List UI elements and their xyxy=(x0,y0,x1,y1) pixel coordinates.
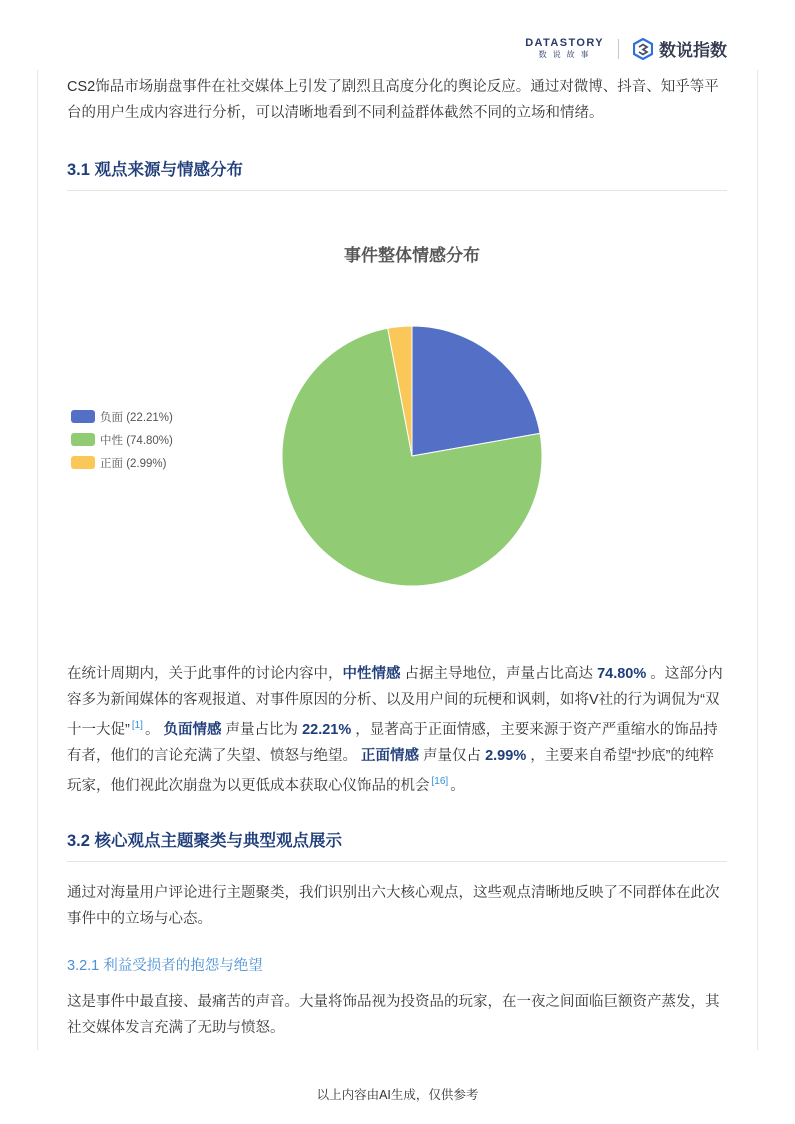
highlight-negative: 负面情感 xyxy=(163,721,222,738)
datastory-logo-subtext: 数说故事 xyxy=(538,50,595,59)
analysis-paragraph xyxy=(67,661,727,799)
citation-link-1[interactable]: [1] xyxy=(131,720,143,731)
intro-paragraph: CS2饰品市场崩盘事件在社交媒体上引发了剧烈且高度分化的舆论反应。通过对微博、抖音、知乎等平台的用户生成内容进行分析，可以清晰地看到不同利益群体截然不同的立场和情绪。 xyxy=(67,79,719,121)
analysis-text-2: 占据主导地位，声量占比高达 xyxy=(400,666,598,682)
chart-legend xyxy=(71,405,173,474)
article-content xyxy=(67,74,727,1041)
sentiment-pie-chart xyxy=(67,191,727,661)
brand-logo-text: 数说指数 xyxy=(659,41,727,60)
section-3-2-1-heading: 3.2.1 利益受损者的抱怨与绝望 xyxy=(67,957,263,974)
analysis-text-8: ，主要来自希望“抄底”的纯粹玩家，他们视此次崩盘为以更低成本获取心仪饰品的机会 xyxy=(67,747,714,794)
legend-item-1[interactable] xyxy=(71,428,173,451)
analysis-text-1: 在统计周期内，关于此事件的讨论内容中， xyxy=(67,666,343,682)
legend-swatch-2 xyxy=(71,456,95,469)
highlight-neutral: 中性情感 xyxy=(342,666,401,682)
logo-divider xyxy=(618,39,619,59)
analysis-text-7: 声量仅占 xyxy=(419,747,486,764)
legend-swatch-0 xyxy=(71,410,95,423)
section-3-2-1-paragraph: 这是事件中最直接、最痛苦的声音。大量将饰品视为投资品的玩家，在一夜之间面临巨额资产蒸发，其社交媒体发言充满了无助与愤怒。 xyxy=(67,993,720,1036)
citation-link-16[interactable]: [16] xyxy=(431,775,449,787)
value-positive: 2.99% xyxy=(485,747,527,764)
value-negative: 22.21% xyxy=(302,721,352,738)
section-3-2-heading: 3.2 核心观点主题聚类与典型观点展示 xyxy=(67,827,727,862)
legend-label-0: 负面 (22.21%) xyxy=(100,411,173,424)
datastory-logo xyxy=(525,38,604,59)
section-3-1-heading: 3.1 观点来源与情感分布 xyxy=(67,156,727,191)
legend-label-1: 中性 (74.80%) xyxy=(100,434,173,447)
analysis-text-6: ，显著高于正面情感，主要来源于资产严重缩水的饰品持有者，他们的言论充满了失望、愤怒与绝望。 xyxy=(67,721,718,764)
analysis-text-5: 声量占比为 xyxy=(221,721,303,738)
legend-item-2[interactable] xyxy=(71,451,173,474)
legend-label-2: 正面 (2.99%) xyxy=(100,457,167,470)
brand-hexagon-icon xyxy=(633,38,653,60)
section-3-2-paragraph: 通过对海量用户评论进行主题聚类，我们识别出六大核心观点，这些观点清晰地反映了不同群体在此次事件中的立场与心态。 xyxy=(67,884,720,927)
analysis-text-9: 。 xyxy=(450,777,465,794)
ai-disclaimer-footer: 以上内容由AI生成，仅供参考 xyxy=(316,1088,479,1102)
legend-swatch-1 xyxy=(71,433,95,446)
analysis-text-3: 。这部分内容多为新闻媒体的客观报道、对事件原因的分析、以及用户间的玩梗和讽刺，如将V社的行为调侃为“双十一大促” xyxy=(67,666,723,738)
header-logos xyxy=(525,36,727,61)
value-neutral: 74.80% xyxy=(597,666,647,682)
legend-item-0[interactable] xyxy=(71,405,173,428)
highlight-positive: 正面情感 xyxy=(361,747,420,764)
brand-logo xyxy=(633,36,727,61)
pie-svg xyxy=(280,324,544,588)
analysis-text-4: 。 xyxy=(144,721,164,738)
chart-title: 事件整体情感分布 xyxy=(344,246,480,265)
datastory-logo-text: DATASTORY xyxy=(525,37,604,49)
